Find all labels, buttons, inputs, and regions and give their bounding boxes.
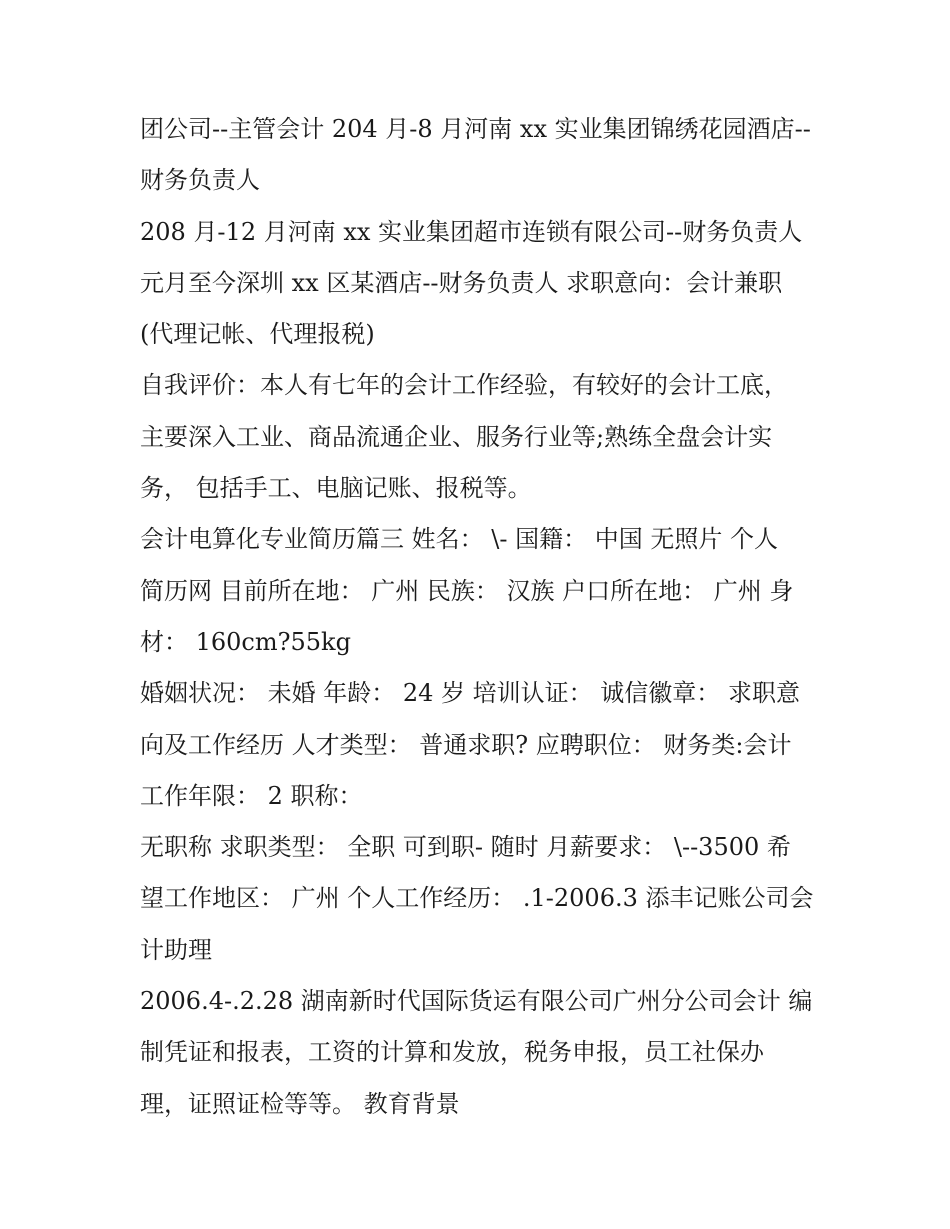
text-line: 2006.4-.2.28 湖南新时代国际货运有限公司广州分公司会计 编 xyxy=(140,987,813,1016)
text-line: 自我评价：本人有七年的会计工作经验，有较好的会计工底， xyxy=(140,371,788,400)
text-line: 团公司--主管会计 204 月-8 月河南 xx 实业集团锦绣花园酒店-- xyxy=(140,115,811,143)
text-line: (代理记帐、代理报税) xyxy=(140,320,375,349)
text-line: 向及工作经历 人才类型： 普通求职? 应聘职位： 财务类:会计 xyxy=(140,730,792,759)
text-line: 制凭证和报表，工资的计算和发放，税务申报，员工社保办 xyxy=(140,1038,764,1067)
text-line: 望工作地区： 广州 个人工作经历： .1-2006.3 添丰记账公司会 xyxy=(140,884,814,913)
text-line: 计助理 xyxy=(140,935,212,964)
text-line: 无职称 求职类型： 全职 可到职- 随时 月薪要求： \--3500 希 xyxy=(140,833,791,862)
text-line: 工作年限： 2 职称： xyxy=(140,781,363,810)
text-line: 务， 包括手工、电脑记账、报税等。 xyxy=(140,474,532,503)
text-line: 主要深入工业、商品流通企业、服务行业等;熟练全盘会计实 xyxy=(140,422,773,451)
text-line: 婚姻状况： 未婚 年龄： 24 岁 培训认证： 诚信徽章： 求职意 xyxy=(140,679,800,708)
text-line: 材： 160cm?55kg xyxy=(140,627,351,656)
text-line: 元月至今深圳 xx 区某酒店--财务负责人 求职意向：会计兼职 xyxy=(140,268,783,297)
text-line: 财务负责人 xyxy=(140,166,260,195)
text-line: 理，证照证检等等。 教育背景 xyxy=(140,1089,460,1118)
text-line: 会计电算化专业简历篇三 姓名： \- 国籍： 中国 无照片 个人 xyxy=(140,525,778,554)
document-body xyxy=(140,104,820,1130)
text-line: 简历网 目前所在地： 广州 民族： 汉族 户口所在地： 广州 身 xyxy=(140,576,794,605)
text-line: 208 月-12 月河南 xx 实业集团超市连锁有限公司--财务负责人 xyxy=(140,217,803,246)
